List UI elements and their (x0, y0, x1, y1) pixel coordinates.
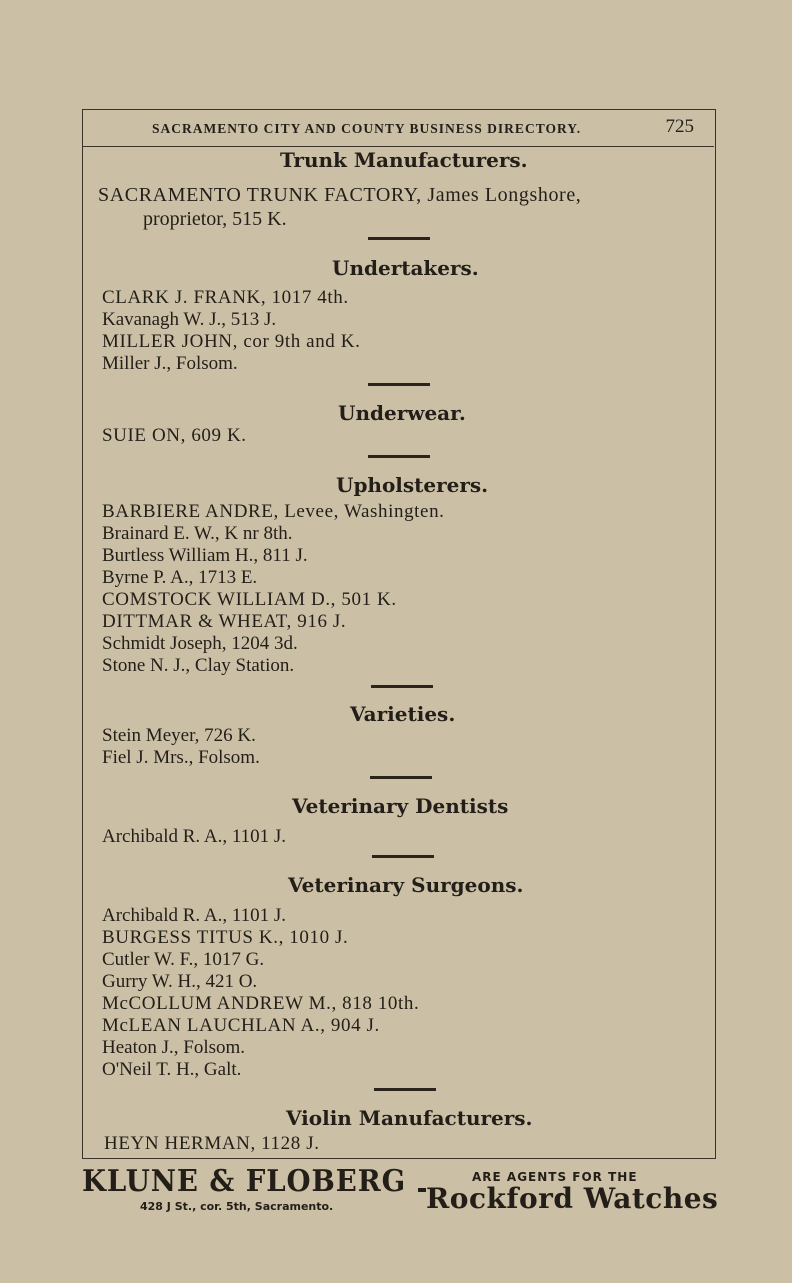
advertisement-footer (82, 1158, 722, 1218)
section-divider (368, 455, 430, 458)
section-divider (370, 776, 432, 779)
section-divider (368, 237, 430, 240)
section-divider (371, 685, 433, 688)
list-item: Kavanagh W. J., 513 J. (102, 309, 277, 330)
list-item: proprietor, 515 K. (143, 208, 287, 230)
list-item: McLEAN LAUCHLAN A., 904 J. (102, 1015, 380, 1036)
list-item: DITTMAR & WHEAT, 916 J. (102, 611, 347, 632)
list-item: Burtless William H., 811 J. (102, 545, 308, 566)
list-item: Fiel J. Mrs., Folsom. (102, 747, 260, 768)
list-item: O'Neil T. H., Galt. (102, 1059, 242, 1080)
list-item: SACRAMENTO TRUNK FACTORY, James Longshore, (98, 184, 582, 206)
section-heading-trunk-manufacturers: Trunk Manufacturers. (280, 148, 528, 172)
list-item: McCOLLUM ANDREW M., 818 10th. (102, 993, 420, 1014)
list-item: BARBIERE ANDRE, Levee, Washingten. (102, 501, 445, 522)
list-item: Cutler W. F., 1017 G. (102, 949, 265, 970)
section-heading-violin-manufacturers: Violin Manufacturers. (286, 1106, 533, 1130)
section-divider (372, 855, 434, 858)
section-heading-undertakers: Undertakers. (332, 256, 479, 280)
list-item: Archibald R. A., 1101 J. (102, 826, 287, 847)
section-heading-varieties: Varieties. (350, 702, 456, 726)
page-number: 725 (665, 116, 694, 137)
footer-dash (418, 1188, 426, 1192)
list-item: Miller J., Folsom. (102, 353, 238, 374)
brand-name: Rockford Watches (426, 1182, 719, 1215)
list-item: Heaton J., Folsom. (102, 1037, 246, 1058)
advertiser-address: 428 J St., cor. 5th, Sacramento. (140, 1200, 334, 1213)
running-head (82, 116, 714, 147)
list-item: HEYN HERMAN, 1128 J. (104, 1133, 320, 1154)
list-item: CLARK J. FRANK, 1017 4th. (102, 287, 349, 308)
section-heading-underwear: Underwear. (338, 401, 466, 425)
section-divider (368, 383, 430, 386)
section-heading-upholsterers: Upholsterers. (336, 473, 489, 497)
list-item: Archibald R. A., 1101 J. (102, 905, 287, 926)
section-heading-veterinary-dentists: Veterinary Dentists (292, 794, 509, 818)
list-item: SUIE ON, 609 K. (102, 425, 247, 446)
list-item: Gurry W. H., 421 O. (102, 971, 258, 992)
list-item: MILLER JOHN, cor 9th and K. (102, 331, 361, 352)
list-item: Byrne P. A., 1713 E. (102, 567, 258, 588)
list-item: Stone N. J., Clay Station. (102, 655, 295, 676)
list-item: COMSTOCK WILLIAM D., 501 K. (102, 589, 397, 610)
list-item: Brainard E. W., K nr 8th. (102, 523, 293, 544)
running-title: SACRAMENTO CITY AND COUNTY BUSINESS DIRECTORY. (152, 121, 582, 136)
advertiser-name: KLUNE & FLOBERG (82, 1164, 407, 1199)
list-item: Schmidt Joseph, 1204 3d. (102, 633, 298, 654)
agents-text: ARE AGENTS FOR THE (472, 1170, 638, 1184)
section-divider (374, 1088, 436, 1091)
list-item: BURGESS TITUS K., 1010 J. (102, 927, 349, 948)
section-heading-veterinary-surgeons: Veterinary Surgeons. (288, 873, 524, 897)
list-item: Stein Meyer, 726 K. (102, 725, 256, 746)
